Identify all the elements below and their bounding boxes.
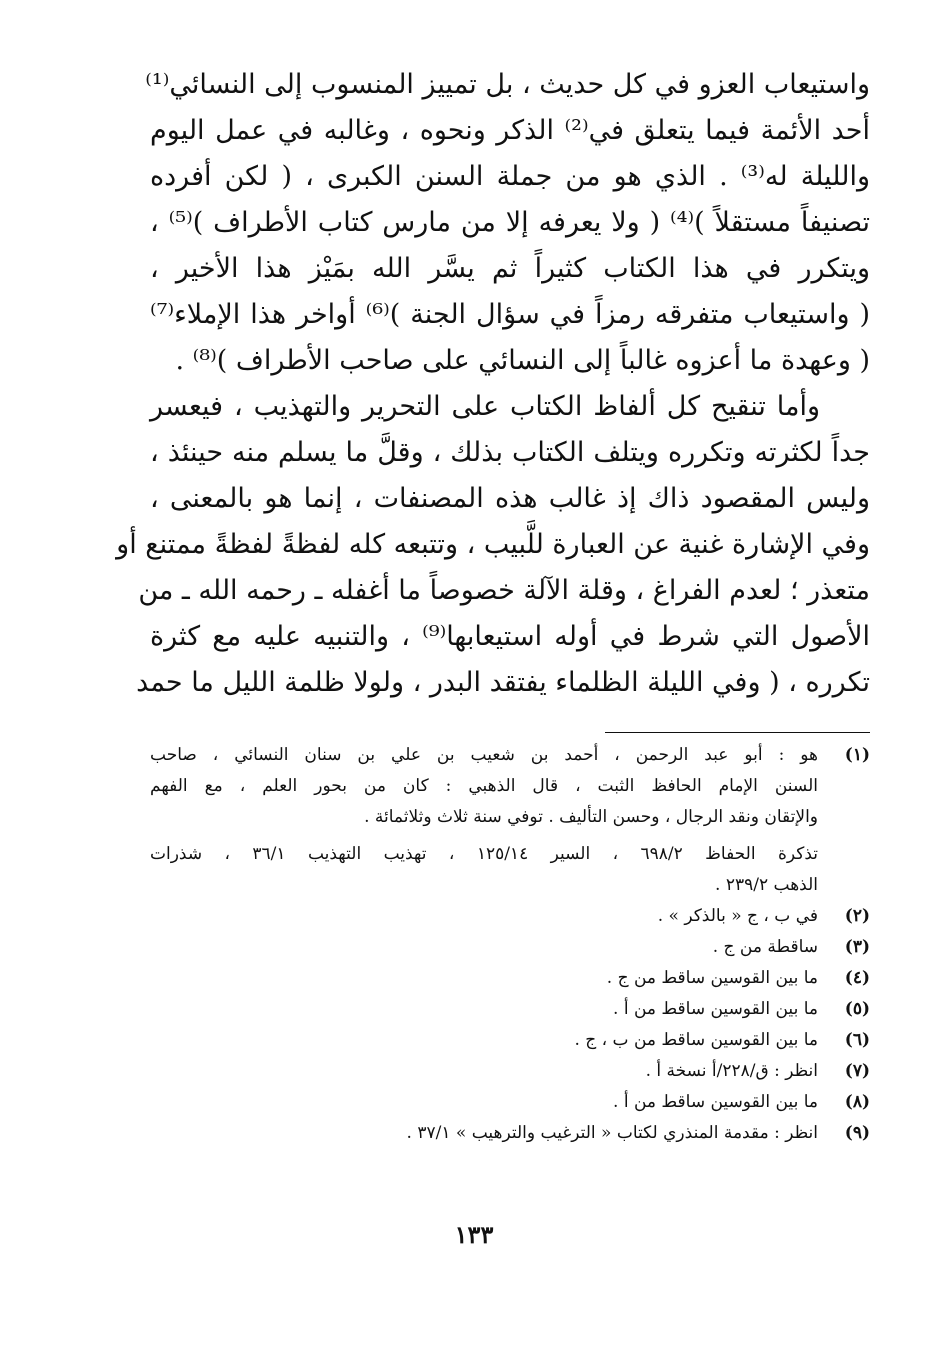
footnote-line: ما بين القوسين ساقط من ب ، ج . [574,1030,818,1050]
footnote-line: تذكرة الحفاظ ٦٩٨/٢ ، السير ١٢٥/١٤ ، تهذيب التهذيب ٣٦/١ ، شذرات [150,844,818,864]
main-text-line: ( وعهدة ما أعزوه غالباً إلى النسائي على صاحب الأطراف )⁽⁸⁾ . [175,345,870,376]
main-text-line: ويتكرر في هذا الكتاب كثيراً ثم يسَّر الله بمَيْز هذا الأخير ، [150,253,870,284]
footnote-body [150,1087,828,1118]
main-text-line: جداً لكثرته وتكرره ويتلف الكتاب بذلك ، وقلَّ ما يسلم منه حينئذ ، [150,437,870,468]
footnote-line: في ب ، ج « بالذكر » . [657,906,818,926]
footnote-body [150,1056,828,1087]
page-number: ١٣٣ [454,1220,494,1249]
footnote-body [150,1025,828,1056]
footnote-number: (٢) [844,906,870,926]
main-text-line: وأما تنقيح كل ألفاظ الكتاب على التحرير والتهذيب ، فيعسر [150,391,820,422]
footnote-item [150,1118,870,1149]
footnote-number: (٩) [844,1123,870,1143]
footnote-body [150,1118,828,1149]
footnote-number: (٣) [844,937,870,957]
footnote-number: (١) [844,745,870,765]
main-text-line: والليلة له⁽³⁾ . الذي هو من جملة السنن الكبرى ، ( لكن أفرده [150,161,870,192]
main-text-line: وليس المقصود ذاك إذ غالب هذه المصنفات ، إنما هو بالمعنى ، [150,483,870,514]
footnote-item [150,994,870,1025]
footnote-item [150,963,870,994]
main-text-line: ( واستيعاب متفرقه رمزاً في سؤال الجنة )⁽⁶⁾ أواخر هذا الإملاء⁽⁷⁾ [150,299,870,330]
main-text-block [116,62,870,706]
footnote-line: السنن الإمام الحافظ الثبت ، قال الذهبي : كان من بحور العلم ، مع الفهم [150,776,818,796]
footnote-line: انظر : مقدمة المنذري لكتاب « الترغيب والترهيب » ٣٧/١ . [406,1123,818,1143]
footnote-line: انظر : ق/٢٢٨/أ نسخة أ . [645,1061,818,1081]
footnote-body [150,740,828,901]
footnote-item [150,1056,870,1087]
footnote-line: ساقطة من ج . [712,937,818,957]
footnote-item [150,1025,870,1056]
footnote-line: ما بين القوسين ساقط من أ . [613,1092,818,1112]
footnote-body [150,994,828,1025]
footnote-line: هو : أبو عبد الرحمن ، أحمد بن شعيب بن علي بن سنان النسائي ، صاحب [150,745,818,765]
footnote-item [150,1087,870,1118]
main-text-line: متعذر ؛ لعدم الفراغ ، وقلة الآلة خصوصاً ما أغفله ـ رحمه الله ـ من [138,575,870,606]
footnote-body [150,901,828,932]
footnotes-block [150,740,870,1149]
footnote-number: (٦) [844,1030,870,1050]
footnote-line: ما بين القوسين ساقط من ج . [606,968,818,988]
footnote-item [150,740,870,901]
main-text-line: وفي الإشارة غنية عن العبارة للَّبيب ، وتتبعه كله لفظةً لفظةً ممتنع أو [116,529,870,560]
footnote-line: والإتقان ونقد الرجال ، وحسن التأليف . توفي سنة ثلاث وثلاثمائة . [364,807,818,827]
footnote-body [150,963,828,994]
main-text-line: تصنيفاً مستقلاً )⁽⁴⁾ ( ولا يعرفه إلا من مارس كتاب الأطراف )⁽⁵⁾ ، [150,207,870,238]
main-text-line: الأصول التي شرط في أوله استيعابها⁽⁹⁾ ، والتنبيه عليه مع كثرة [150,621,870,652]
footnote-item [150,901,870,932]
footnote-line: الذهب ٢٣٩/٢ . [715,875,818,895]
footnote-number: (٨) [844,1092,870,1112]
footnote-number: (٤) [844,968,870,988]
footnote-number: (٥) [844,999,870,1019]
main-text-line: واستيعاب العزو في كل حديث ، بل تمييز المنسوب إلى النسائي⁽¹⁾ [145,69,870,100]
main-text-line: أحد الأئمة فيما يتعلق في⁽²⁾ الذكر ونحوه ، وغالبه في عمل اليوم [150,115,870,146]
footnote-separator [605,732,870,733]
main-text-line: تكرره ، ( وفي الليلة الظلماء يفتقد البدر ، ولولا ظلمة الليل ما حمد [136,667,870,698]
footnote-body [150,932,828,963]
footnote-line: ما بين القوسين ساقط من أ . [613,999,818,1019]
footnote-number: (٧) [844,1061,870,1081]
footnote-item [150,932,870,963]
